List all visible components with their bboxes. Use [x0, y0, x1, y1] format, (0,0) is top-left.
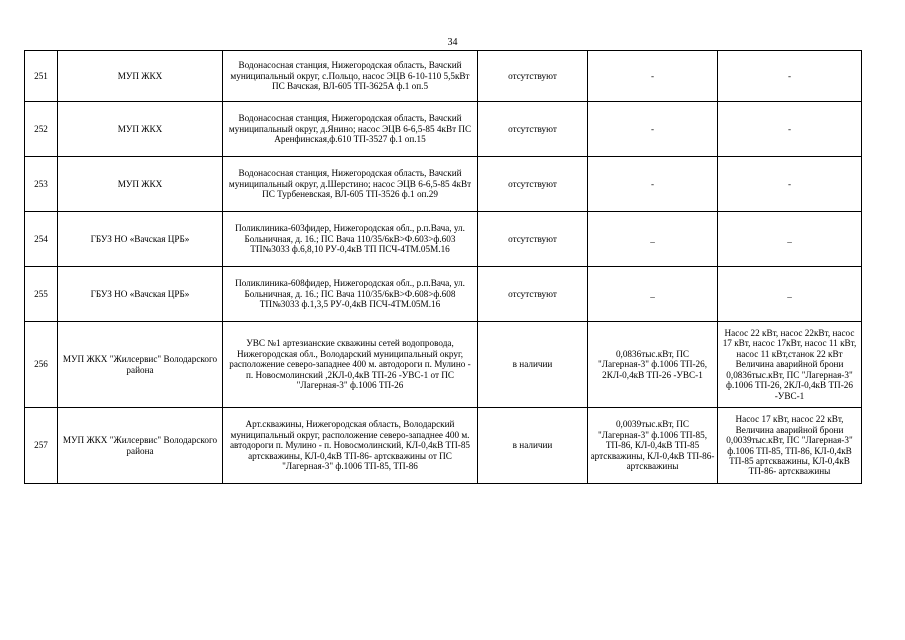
- organization-cell: МУП ЖКХ: [58, 102, 223, 157]
- table-row: [25, 408, 862, 484]
- row-number: 252: [25, 102, 58, 157]
- object-description-cell: Водонасосная станция, Нижегородская область, Вачский муниципальный округ, с.Польцо, насос ЭЦВ 6-10-110 5,5кВт ПС Вачская, ВЛ-605 ТП-3625А ф.1 оп.5: [223, 51, 478, 102]
- table-row: [25, 102, 862, 157]
- organization-cell: ГБУЗ НО «Вачская ЦРБ»: [58, 212, 223, 267]
- capacity-cell: _: [588, 212, 718, 267]
- page-number: 34: [447, 37, 458, 48]
- capacity-cell: -: [588, 157, 718, 212]
- object-description-cell: УВС №1 артезианские скважины сетей водопровода, Нижегородская обл., Володарский муниципальный округ, расположение северо-западнее 400 м. автодороги п. Мулино - п. Новосмолинский ,2КЛ-0,4кВ ТП-26 -УВС-1 от ПС "Лагерная-3" ф.1006 ТП-26: [223, 322, 478, 408]
- equipment-cell: _: [718, 212, 862, 267]
- object-description-cell: Поликлиника-603фидер, Нижегородская обл., р.п.Вача, ул. Больничная, д. 16.; ПС Вача 110/35/6кВ>Ф.603>ф.603 ТП№3033 ф.6,8,10 РУ-0,4кВ ТП ПСЧ-4ТМ.05М.16: [223, 212, 478, 267]
- row-number: 256: [25, 322, 58, 408]
- organization-cell: ГБУЗ НО «Вачская ЦРБ»: [58, 267, 223, 322]
- equipment-cell: _: [718, 267, 862, 322]
- row-number: 257: [25, 408, 58, 484]
- object-description-cell: Водонасосная станция, Нижегородская область, Вачский муниципальный округ, д.Шерстино; насос ЭЦВ 6-6,5-85 4кВт ПС Турбеневская, ВЛ-605 ТП-3526 ф.1 оп.29: [223, 157, 478, 212]
- table-row: [25, 157, 862, 212]
- row-number: 254: [25, 212, 58, 267]
- availability-cell: отсутствуют: [478, 102, 588, 157]
- organization-cell: МУП ЖКХ: [58, 157, 223, 212]
- equipment-cell: Насос 17 кВт, насос 22 кВт, Величина аварийной брони 0,0039тыс.кВт, ПС "Лагерная-3" ф.1006 ТП-85, ТП-86, КЛ-0,4кВ ТП-85 артскважины, КЛ-0,4кВ ТП-86- артскважины: [718, 408, 862, 484]
- object-description-cell: Водонасосная станция, Нижегородская область, Вачский муниципальный округ, д.Янино; насос ЭЦВ 6-6,5-85 4кВт ПС Аренфинская,ф.610 ТП-3527 ф.1 оп.15: [223, 102, 478, 157]
- capacity-cell: -: [588, 51, 718, 102]
- availability-cell: отсутствуют: [478, 212, 588, 267]
- organization-cell: МУП ЖКХ: [58, 51, 223, 102]
- equipment-cell: Насос 22 кВт, насос 22кВт, насос 17 кВт, насос 17кВт, насос 11 кВт, насос 11 кВт,станок 22 кВт Величина аварийной брони 0,0836тыс.кВт, ПС "Лагерная-3" ф.1006 ТП-26, 2КЛ-0,4кВ ТП-26 -УВС-1: [718, 322, 862, 408]
- availability-cell: отсутствуют: [478, 51, 588, 102]
- capacity-cell: _: [588, 267, 718, 322]
- availability-cell: в наличии: [478, 408, 588, 484]
- table-row: [25, 267, 862, 322]
- equipment-cell: -: [718, 102, 862, 157]
- capacity-cell: 0,0039тыс.кВт, ПС "Лагерная-3" ф.1006 ТП-85, ТП-86, КЛ-0,4кВ ТП-85 артскважины, КЛ-0,4кВ ТП-86- артскважины: [588, 408, 718, 484]
- consumers-table: [24, 50, 862, 484]
- organization-cell: МУП ЖКХ "Жилсервис" Володарского района: [58, 322, 223, 408]
- organization-cell: МУП ЖКХ "Жилсервис" Володарского района: [58, 408, 223, 484]
- row-number: 255: [25, 267, 58, 322]
- object-description-cell: Арт.скважины, Нижегородская область, Володарский муниципальный округ, расположение северо-западнее 400 м. автодороги п. Мулино - п. Новосмолинский, КЛ-0,4кВ ТП-85 артскважины, КЛ-0,4кВ ТП-86- артскважины от ПС "Лагерная-3" ф.1006 ТП-85, ТП-86: [223, 408, 478, 484]
- row-number: 253: [25, 157, 58, 212]
- availability-cell: отсутствуют: [478, 267, 588, 322]
- equipment-cell: -: [718, 157, 862, 212]
- availability-cell: отсутствуют: [478, 157, 588, 212]
- table-row: [25, 51, 862, 102]
- object-description-cell: Поликлиника-608фидер, Нижегородская обл., р.п.Вача, ул. Больничная, д. 16.; ПС Вача 110/35/6кВ>Ф.608>ф.608 ТП№3033 ф.1,3,5 РУ-0,4кВ ПСЧ-4ТМ.05М.16: [223, 267, 478, 322]
- table-row: [25, 322, 862, 408]
- capacity-cell: 0,0836тыс.кВт, ПС "Лагерная-3" ф.1006 ТП-26, 2КЛ-0,4кВ ТП-26 -УВС-1: [588, 322, 718, 408]
- capacity-cell: -: [588, 102, 718, 157]
- equipment-cell: -: [718, 51, 862, 102]
- row-number: 251: [25, 51, 58, 102]
- availability-cell: в наличии: [478, 322, 588, 408]
- table-row: [25, 212, 862, 267]
